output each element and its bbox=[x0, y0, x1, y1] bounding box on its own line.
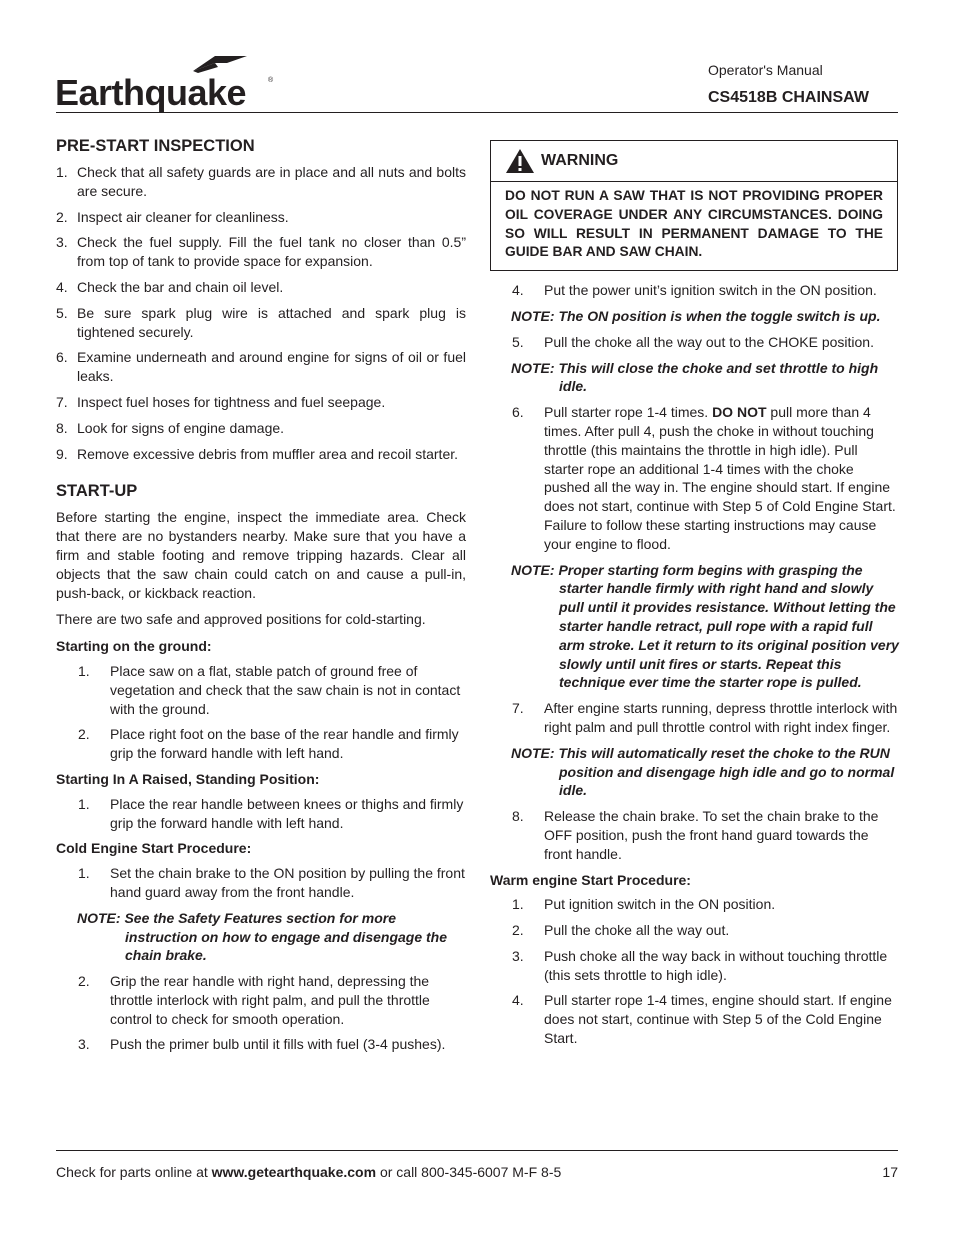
inspection-heading: PRE-START INSPECTION bbox=[56, 137, 255, 155]
item-text: Check the bar and chain oil level. bbox=[77, 278, 284, 295]
warning-label: WARNING bbox=[541, 151, 619, 169]
item-text: Inspect air cleaner for cleanliness. bbox=[77, 208, 289, 225]
step-text: Pull the choke all the way out to the CHOKE position. bbox=[544, 333, 874, 350]
step-item bbox=[490, 807, 900, 863]
footer-text-pre: Check for parts online at bbox=[56, 1164, 212, 1180]
step-text: Put the power unit’s ignition switch in the ON position. bbox=[544, 282, 877, 299]
item-number: 8. bbox=[56, 419, 68, 436]
step-note: NOTE: Proper starting form begins with grasping the starter handle firmly with right hand and slowly pull until it provides resistance. Without letting the starter handle retract, pull rope with a rapid full arm stroke. Let it return to its original position very slowly until unit fires or starts. Repeat this technique ever time the starter rope is pulled. bbox=[511, 561, 899, 691]
right-column bbox=[490, 135, 900, 1055]
startup-intro: Before starting the engine, inspect the immediate area. Check that there are no bystanders nearby. Make sure that you have a firm and stable footing and remove tripping hazards. Clear all objects that the saw chain could catch on and cause a pull-in, push-back, or kickback reaction. bbox=[56, 509, 466, 601]
step-text: Push the primer bulb until it fills with fuel (3-4 pushes). bbox=[110, 1036, 446, 1053]
step-note: NOTE: This will automatically reset the choke to the RUN position and disengage high idle and go to normal idle. bbox=[511, 744, 895, 799]
manual-title: CS4518B CHAINSAW bbox=[708, 89, 869, 106]
inspection-list bbox=[56, 163, 466, 463]
step-text: Place right foot on the base of the rear handle and firmly grip the forward handle with left hand. bbox=[110, 726, 459, 762]
step-number: 1. bbox=[78, 795, 90, 812]
step-number: 6. bbox=[512, 404, 524, 421]
step-text: Put ignition switch in the ON position. bbox=[544, 896, 776, 913]
item-number: 3. bbox=[56, 234, 68, 251]
step-text-post: pull more than 4 times. After pull 4, push the choke in without touching throttle (this maintains the throttle in high idle). Pull starter rope an additional 1-4 times with the choke pushed all the way in. The engine should start. If engine does not start, continue with Step 5 of Cold Engine Start. Failure to follow these starting instructions may cause your engine to flood. bbox=[544, 404, 896, 552]
step-number: 8. bbox=[512, 808, 524, 825]
step-item bbox=[56, 795, 466, 833]
step-text: Place saw on a flat, stable patch of ground free of vegetation and check that the saw chain is not in contact with the ground. bbox=[110, 662, 461, 717]
step-item bbox=[56, 725, 466, 763]
step-number: 4. bbox=[512, 992, 524, 1009]
svg-text:®: ® bbox=[268, 77, 274, 84]
warning-box bbox=[490, 140, 898, 271]
list-item bbox=[56, 419, 466, 438]
step-number: 5. bbox=[512, 333, 524, 350]
item-text: Examine underneath and around engine for signs of oil or fuel leaks. bbox=[77, 349, 466, 385]
step-item bbox=[490, 895, 900, 914]
item-text: Remove excessive debris from muffler area and recoil starter. bbox=[77, 445, 459, 462]
step-number: 1. bbox=[78, 865, 90, 882]
earthquake-logo bbox=[55, 55, 280, 113]
list-item bbox=[56, 393, 466, 412]
left-column bbox=[56, 135, 466, 1061]
warm-start-subheading: Warm engine Start Procedure: bbox=[490, 871, 691, 888]
step-item bbox=[490, 281, 900, 300]
website-link[interactable]: www.getearthquake.com bbox=[211, 1164, 377, 1180]
footer-text-post: or call 800-345-6007 M-F 8-5 bbox=[376, 1164, 562, 1180]
step-item bbox=[490, 403, 900, 553]
list-item bbox=[56, 348, 466, 386]
item-text: Be sure spark plug wire is attached and spark plug is tightened securely. bbox=[77, 304, 466, 340]
item-number: 7. bbox=[56, 393, 68, 410]
startup-positions: There are two safe and approved positions for cold-starting. bbox=[56, 611, 426, 628]
step-item bbox=[490, 699, 900, 737]
item-text: Check that all safety guards are in place and all nuts and bolts are secure. bbox=[77, 164, 466, 199]
step-text: Pull starter rope 1-4 times, engine should start. If engine does not start, continue with Step 5 of the Cold Engine Start. bbox=[544, 992, 892, 1047]
safety-note: NOTE: See the Safety Features section for more instruction on how to engage and disengage the chain brake. bbox=[77, 909, 448, 964]
step-item bbox=[490, 921, 900, 940]
list-item bbox=[56, 233, 466, 271]
item-number: 4. bbox=[56, 278, 68, 295]
step-text: Release the chain brake. To set the chain brake to the OFF position, push the front hand guard towards the front handle. bbox=[544, 808, 879, 862]
startup-heading: START-UP bbox=[56, 482, 138, 501]
ground-subheading: Starting on the ground: bbox=[56, 638, 212, 655]
list-item bbox=[56, 163, 466, 201]
list-item bbox=[56, 208, 466, 227]
step-text-emphasis: DO NOT bbox=[712, 404, 767, 421]
item-text: Inspect fuel hoses for tightness and fuel seepage. bbox=[77, 393, 386, 410]
warning-text: DO NOT RUN A SAW THAT IS NOT PROVIDING PROPER OIL COVERAGE UNDER ANY CIRCUMSTANCES. DOING SO WILL RESULT IN PERMANENT DAMAGE TO THE GUIDE BAR AND SAW CHAIN. bbox=[505, 188, 883, 260]
step-number: 2. bbox=[78, 973, 90, 990]
step-number: 3. bbox=[512, 947, 524, 964]
step-text bbox=[544, 404, 896, 552]
step-text: Pull the choke all the way out. bbox=[544, 922, 730, 939]
step-number: 7. bbox=[512, 700, 524, 717]
step-text: Push choke all the way back in without touching throttle (this sets throttle to high idle). bbox=[544, 947, 888, 983]
list-item bbox=[56, 278, 466, 297]
step-item bbox=[56, 972, 466, 1028]
step-text: Place the rear handle between knees or thighs and firmly grip the forward handle with left hand. bbox=[110, 795, 464, 831]
step-text: Set the chain brake to the ON position by pulling the front hand guard away from the front handle. bbox=[110, 865, 465, 900]
step-number: 3. bbox=[78, 1036, 90, 1053]
step-item bbox=[490, 991, 900, 1047]
warning-header bbox=[491, 141, 897, 182]
item-text: Look for signs of engine damage. bbox=[77, 419, 285, 436]
footer-divider bbox=[56, 1150, 898, 1151]
step-number: 2. bbox=[512, 922, 524, 939]
step-number: 4. bbox=[512, 282, 524, 299]
footer-contact bbox=[56, 1164, 561, 1180]
step-note: NOTE: The ON position is when the toggle switch is up. bbox=[511, 307, 881, 324]
header-divider bbox=[56, 112, 898, 113]
step-number: 1. bbox=[512, 896, 524, 913]
step-item bbox=[490, 947, 900, 985]
list-item bbox=[56, 445, 466, 464]
item-number: 6. bbox=[56, 349, 68, 366]
svg-text:Earthquake: Earthquake bbox=[55, 72, 247, 113]
step-number: 2. bbox=[78, 726, 90, 743]
footer bbox=[56, 1164, 898, 1180]
step-item bbox=[56, 1035, 466, 1054]
step-note: NOTE: This will close the choke and set throttle to high idle. bbox=[511, 359, 879, 395]
step-item bbox=[490, 333, 900, 352]
step-number: 1. bbox=[78, 662, 90, 679]
item-number: 9. bbox=[56, 445, 68, 462]
item-number: 1. bbox=[56, 164, 68, 180]
step-text-pre: Pull starter rope 1-4 times. bbox=[544, 404, 713, 421]
manual-subtitle: Operator's Manual bbox=[708, 62, 823, 78]
step-item bbox=[56, 864, 466, 902]
step-text: After engine starts running, depress throttle interlock with right palm and pull throttle control with right index finger. bbox=[544, 700, 898, 735]
raised-subheading: Starting In A Raised, Standing Position: bbox=[56, 770, 320, 787]
warning-triangle-icon bbox=[505, 148, 535, 174]
item-number: 5. bbox=[56, 304, 68, 321]
item-text: Check the fuel supply. Fill the fuel tank no closer than 0.5” from top of tank to provide space for expansion. bbox=[77, 234, 466, 270]
item-number: 2. bbox=[56, 208, 68, 225]
step-text: Grip the rear handle with right hand, depressing the throttle interlock with right palm, and pull the throttle control to check for smooth operation. bbox=[110, 973, 430, 1027]
list-item bbox=[56, 304, 466, 342]
step-item bbox=[56, 662, 466, 718]
cold-start-subheading: Cold Engine Start Procedure: bbox=[56, 840, 252, 857]
page-number: 17 bbox=[882, 1164, 898, 1180]
